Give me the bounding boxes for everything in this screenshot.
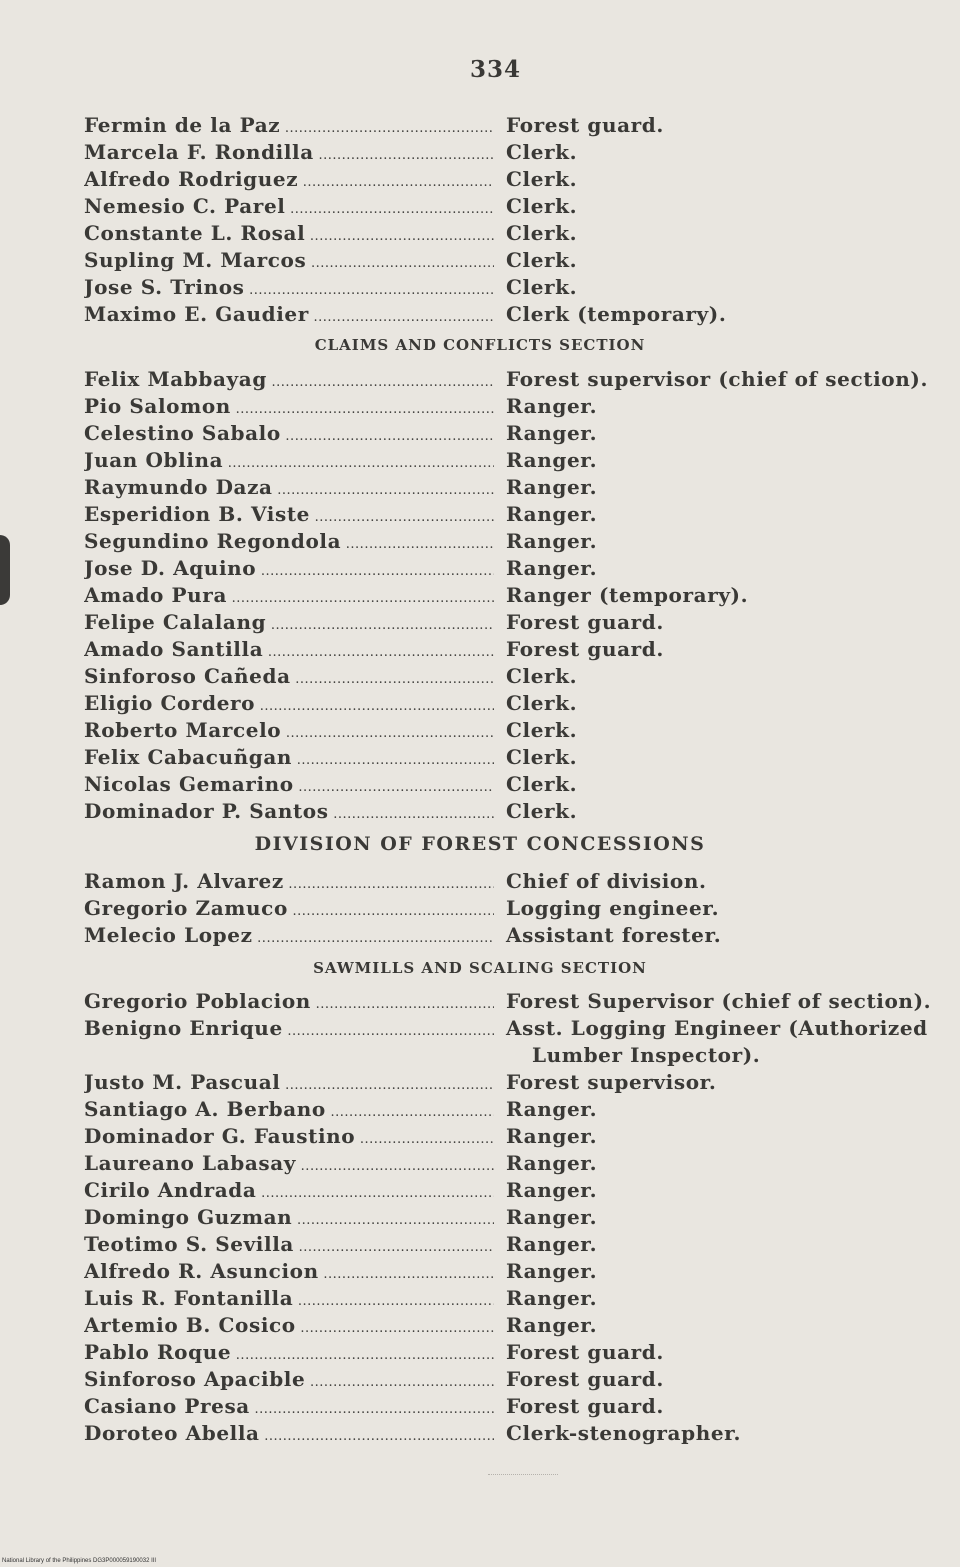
employee-name: Gregorio Poblacion ..... — [84, 989, 494, 1013]
general-staff-list — [0, 113, 960, 329]
employee-name: Constante L. Rosal ..... — [84, 221, 494, 245]
employee-name: Roberto Marcelo ..... — [84, 718, 494, 742]
list-item — [0, 610, 960, 637]
employee-name: Fermin de la Paz ..... — [84, 113, 494, 137]
employee-title: Ranger. — [506, 1286, 598, 1310]
employee-title: Forest Supervisor (chief of section). — [506, 989, 932, 1013]
list-item — [0, 799, 960, 826]
list-item — [0, 140, 960, 167]
employee-name: Casiano Presa ..... — [84, 1394, 494, 1418]
employee-name: Amado Santilla ..... — [84, 637, 494, 661]
employee-title: Ranger. — [506, 448, 598, 472]
employee-title: Clerk. — [506, 140, 578, 164]
employee-title: Ranger. — [506, 1232, 598, 1256]
list-item — [0, 1232, 960, 1259]
list-item — [0, 1151, 960, 1178]
employee-name: Supling M. Marcos ..... — [84, 248, 494, 272]
employee-name: Esperidion B. Viste ..... — [84, 502, 494, 526]
employee-name: Eligio Cordero ..... — [84, 691, 494, 715]
list-item — [0, 194, 960, 221]
list-item — [0, 448, 960, 475]
employee-title: Clerk. — [506, 167, 578, 191]
employee-name: Dominador P. Santos ..... — [84, 799, 494, 823]
employee-name: Maximo E. Gaudier ..... — [84, 302, 494, 326]
employee-title: Logging engineer. — [506, 896, 720, 920]
list-item — [0, 1259, 960, 1286]
employee-name: Teotimo S. Sevilla ..... — [84, 1232, 494, 1256]
list-item — [0, 167, 960, 194]
employee-name: Benigno Enrique ..... — [84, 1016, 494, 1040]
list-item — [0, 1394, 960, 1421]
employee-title: Ranger. — [506, 556, 598, 580]
list-item — [0, 664, 960, 691]
page-number: 334 — [470, 56, 522, 83]
employee-name: Artemio B. Cosico ..... — [84, 1313, 494, 1337]
employee-title: Assistant forester. — [506, 923, 722, 947]
employee-title: Clerk. — [506, 745, 578, 769]
employee-name: Sinforoso Cañeda ..... — [84, 664, 494, 688]
employee-title: Forest guard. — [506, 610, 664, 634]
employee-title-continued: Lumber Inspector). — [532, 1043, 761, 1067]
list-item — [0, 367, 960, 394]
sawmills-section-list — [0, 989, 960, 1448]
employee-title: Forest guard. — [506, 1367, 664, 1391]
employee-title: Forest supervisor (chief of section). — [506, 367, 929, 391]
employee-name: Raymundo Daza ..... — [84, 475, 494, 499]
list-item — [0, 394, 960, 421]
employee-title: Ranger. — [506, 1205, 598, 1229]
concessions-division-list — [0, 869, 960, 950]
employee-name: Doroteo Abella ..... — [84, 1421, 494, 1445]
claims-section-list — [0, 367, 960, 826]
employee-title: Clerk. — [506, 275, 578, 299]
employee-name: Nemesio C. Parel ..... — [84, 194, 494, 218]
employee-name: Ramon J. Alvarez ..... — [84, 869, 494, 893]
list-item — [0, 691, 960, 718]
employee-name: Domingo Guzman ..... — [84, 1205, 494, 1229]
employee-title: Clerk. — [506, 664, 578, 688]
list-item — [0, 923, 960, 950]
list-item — [0, 772, 960, 799]
faint-rule — [488, 1474, 558, 1475]
employee-title: Ranger. — [506, 529, 598, 553]
employee-title: Forest guard. — [506, 1394, 664, 1418]
employee-title: Ranger. — [506, 1124, 598, 1148]
employee-name: Segundino Regondola ..... — [84, 529, 494, 553]
list-item — [0, 502, 960, 529]
employee-title: Clerk. — [506, 248, 578, 272]
list-item — [0, 1286, 960, 1313]
employee-title: Ranger. — [506, 502, 598, 526]
employee-title: Clerk. — [506, 799, 578, 823]
employee-name: Alfredo R. Asuncion ..... — [84, 1259, 494, 1283]
employee-name: Juan Oblina ..... — [84, 448, 494, 472]
list-item — [0, 1097, 960, 1124]
employee-title: Chief of division. — [506, 869, 707, 893]
employee-name: Alfredo Rodriguez ..... — [84, 167, 494, 191]
employee-title: Clerk. — [506, 221, 578, 245]
list-item — [0, 1016, 960, 1070]
list-item — [0, 869, 960, 896]
list-item — [0, 637, 960, 664]
list-item — [0, 1340, 960, 1367]
list-item — [0, 221, 960, 248]
employee-name: Melecio Lopez ..... — [84, 923, 494, 947]
employee-title: Clerk. — [506, 194, 578, 218]
list-item — [0, 1421, 960, 1448]
list-item — [0, 718, 960, 745]
employee-name: Pablo Roque ..... — [84, 1340, 494, 1364]
employee-title: Ranger. — [506, 1313, 598, 1337]
employee-name: Celestino Sabalo ..... — [84, 421, 494, 445]
list-item — [0, 556, 960, 583]
footer-credit: National Library of the Philippines DG3P000059190032 III — [2, 1558, 157, 1564]
employee-title: Ranger. — [506, 1151, 598, 1175]
employee-name: Sinforoso Apacible ..... — [84, 1367, 494, 1391]
list-item — [0, 1124, 960, 1151]
section-heading-claims: CLAIMS AND CONFLICTS SECTION — [314, 336, 646, 354]
employee-name: Justo M. Pascual ..... — [84, 1070, 494, 1094]
employee-name: Cirilo Andrada ..... — [84, 1178, 494, 1202]
employee-title: Ranger. — [506, 394, 598, 418]
employee-title: Ranger. — [506, 1259, 598, 1283]
list-item — [0, 248, 960, 275]
employee-name: Luis R. Fontanilla ..... — [84, 1286, 494, 1310]
list-item — [0, 989, 960, 1016]
employee-title: Forest guard. — [506, 637, 664, 661]
employee-title: Ranger. — [506, 1178, 598, 1202]
employee-name: Gregorio Zamuco ..... — [84, 896, 494, 920]
employee-title: Clerk. — [506, 718, 578, 742]
employee-name: Pio Salomon ..... — [84, 394, 494, 418]
employee-name: Laureano Labasay ..... — [84, 1151, 494, 1175]
employee-title: Clerk. — [506, 691, 578, 715]
list-item — [0, 745, 960, 772]
employee-title: Clerk. — [506, 772, 578, 796]
employee-title: Forest guard. — [506, 1340, 664, 1364]
employee-name: Felix Mabbayag ..... — [84, 367, 494, 391]
employee-name: Nicolas Gemarino ..... — [84, 772, 494, 796]
list-item — [0, 529, 960, 556]
list-item — [0, 896, 960, 923]
employee-name: Dominador G. Faustino ..... — [84, 1124, 494, 1148]
employee-name: Jose D. Aquino ..... — [84, 556, 494, 580]
list-item — [0, 1313, 960, 1340]
employee-title: Forest guard. — [506, 113, 664, 137]
employee-title: Asst. Logging Engineer (Authorized — [506, 1016, 928, 1040]
section-heading-concessions: DIVISION OF FOREST CONCESSIONS — [254, 833, 706, 855]
employee-title: Forest supervisor. — [506, 1070, 717, 1094]
employee-name: Felipe Calalang ..... — [84, 610, 494, 634]
employee-name: Felix Cabacuñgan ..... — [84, 745, 494, 769]
employee-title: Clerk (temporary). — [506, 302, 727, 326]
list-item — [0, 583, 960, 610]
employee-name: Amado Pura ..... — [84, 583, 494, 607]
list-item — [0, 275, 960, 302]
employee-title: Ranger. — [506, 475, 598, 499]
list-item — [0, 1205, 960, 1232]
list-item — [0, 475, 960, 502]
list-item — [0, 113, 960, 140]
list-item — [0, 1367, 960, 1394]
employee-name: Santiago A. Berbano ..... — [84, 1097, 494, 1121]
employee-title: Ranger. — [506, 421, 598, 445]
employee-title: Ranger. — [506, 1097, 598, 1121]
list-item — [0, 421, 960, 448]
employee-title: Clerk-stenographer. — [506, 1421, 742, 1445]
list-item — [0, 302, 960, 329]
employee-name: Marcela F. Rondilla ..... — [84, 140, 494, 164]
list-item — [0, 1178, 960, 1205]
employee-title: Ranger (temporary). — [506, 583, 749, 607]
section-heading-sawmills: SAWMILLS AND SCALING SECTION — [313, 959, 647, 977]
employee-name: Jose S. Trinos ..... — [84, 275, 494, 299]
list-item — [0, 1070, 960, 1097]
